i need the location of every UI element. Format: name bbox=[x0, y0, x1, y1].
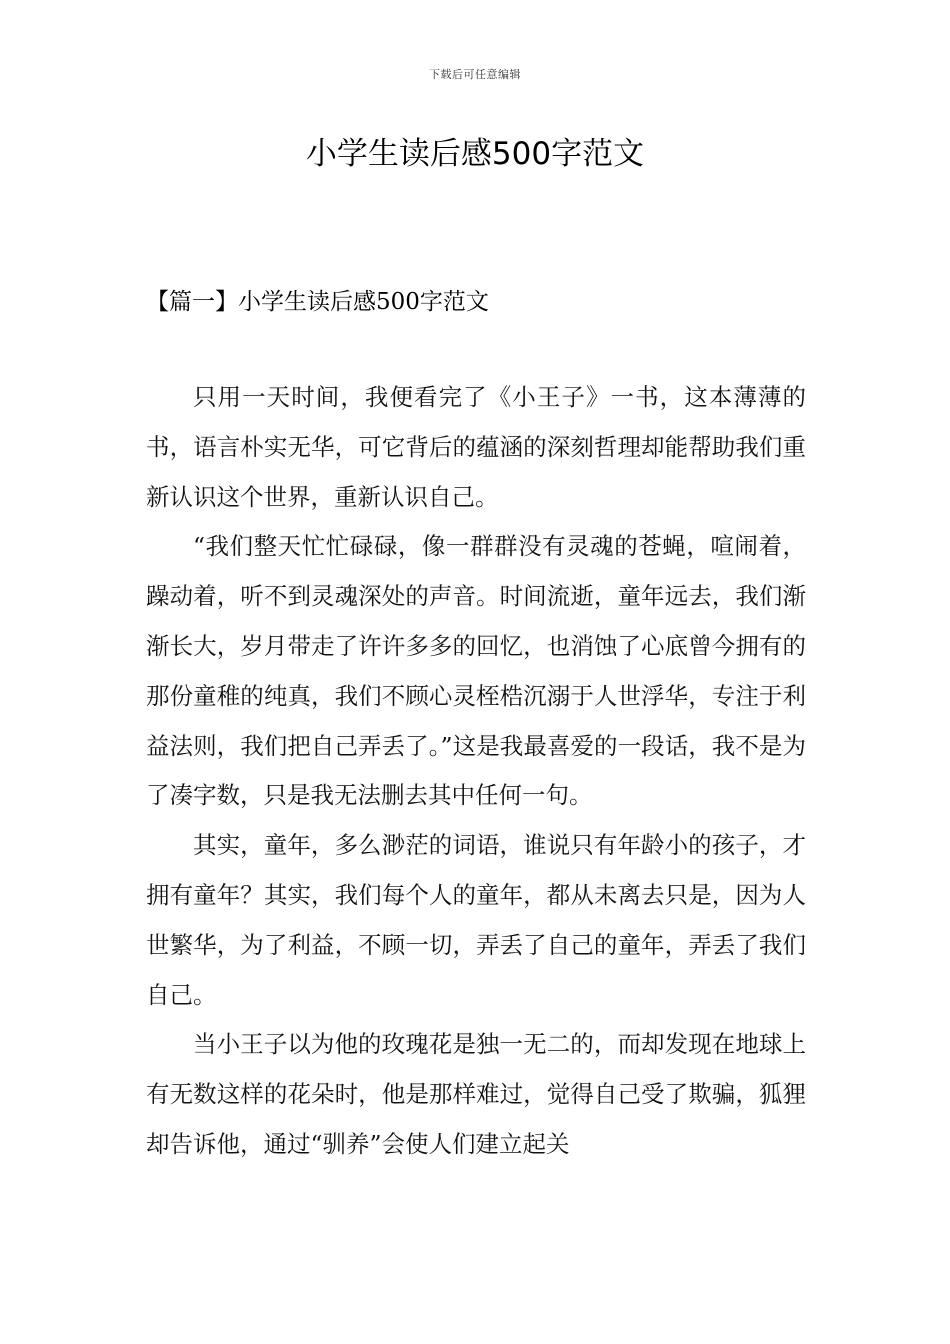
header-note: 下载后可任意编辑 bbox=[429, 68, 521, 81]
paragraph-2: “我们整天忙忙碌碌，像一群群没有灵魂的苍蝇，喧闹着，躁动着，听不到灵魂深处的声音。时间流逝，童年远去，我们渐渐长大，岁月带走了许许多多的回忆，也消蚀了心底曾今拥有的那份童稚的纯真，我们不顾心灵桎梏沉溺于人世浮华，专注于利益法则，我们把自己弄丢了。”这是我最喜爱的一段话，我不是为了凑字数，只是我无法删去其中任何一句。 bbox=[146, 532, 806, 810]
section-heading: 【篇一】小学生读后感500字范文 bbox=[146, 289, 489, 315]
paragraph-4: 当小王子以为他的玫瑰花是独一无二的，而却发现在地球上有无数这样的花朵时，他是那样难过，觉得自己受了欺骗，狐狸却告诉他，通过“驯养”会使人们建立起关 bbox=[146, 1030, 806, 1158]
document-title: 小学生读后感500字范文 bbox=[305, 136, 645, 172]
body-text bbox=[146, 373, 806, 1170]
paragraph-3: 其实，童年，多么渺茫的词语，谁说只有年龄小的孩子，才拥有童年？其实，我们每个人的童年，都从未离去只是，因为人世繁华，为了利益，不顾一切，弄丢了自己的童年，弄丢了我们自己。 bbox=[146, 831, 806, 1009]
paragraph-1: 只用一天时间，我便看完了《小王子》一书，这本薄薄的书，语言朴实无华，可它背后的蕴涵的深刻哲理却能帮助我们重新认识这个世界，重新认识自己。 bbox=[146, 383, 806, 511]
